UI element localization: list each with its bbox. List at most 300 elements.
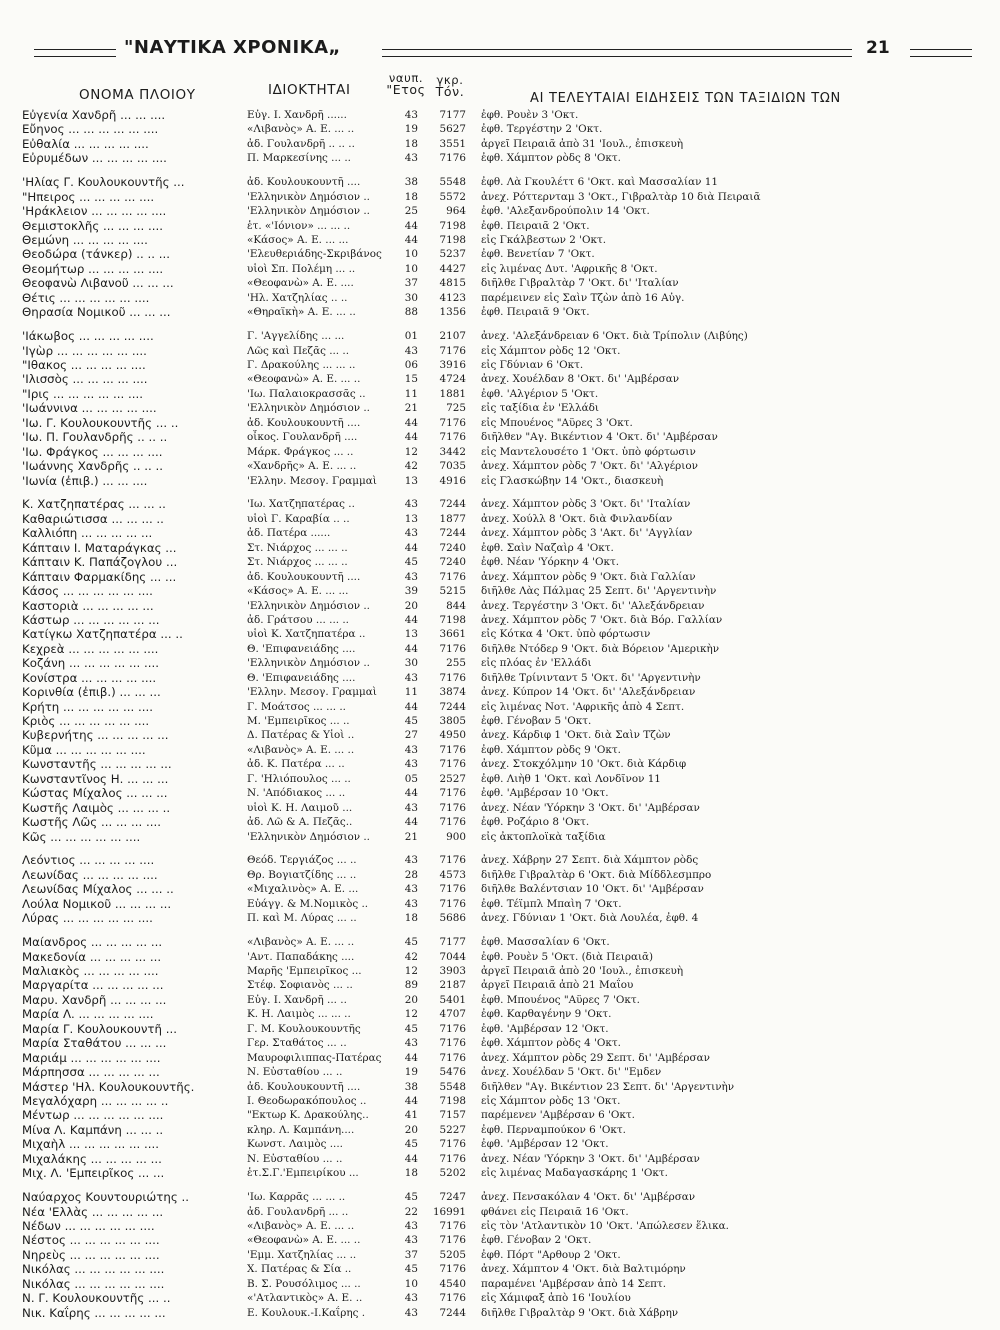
- ship-name-cell: Μεγαλόχαρη ... ... ... ... ..: [22, 1093, 169, 1108]
- grt-cell: 7176: [439, 570, 466, 583]
- table-row: [22, 175, 972, 189]
- ship-name-cell: 'Ιωάννινα ... ... ... ... ....: [22, 401, 157, 416]
- news-cell: εἰς Κότκα 4 'Οκτ. ὑπὸ φόρτωσιν: [481, 628, 651, 641]
- table-row: [22, 830, 972, 844]
- owner-cell: Στέφ. Σοφιανὸς ... ..: [247, 979, 353, 992]
- grt-cell: 7177: [439, 109, 466, 121]
- ship-name-cell: Μαργαρίτα ... ... ... ... ...: [22, 978, 164, 993]
- news-cell: ἐφθ. Χάμπτον ρὸδς 9 'Οκτ.: [481, 743, 621, 756]
- grt-cell: 7176: [439, 1263, 466, 1276]
- news-cell: διῆλθε Ντόδερ 9 'Οκτ. διὰ Βόρειον 'Αμερικὴν: [481, 642, 720, 655]
- news-cell: εἰς Χάμιφαξ ἀπὸ 16 'Ιουλίου: [481, 1292, 631, 1305]
- news-cell: παρέμενεν 'Αμβέρσαν 6 'Οκτ.: [481, 1109, 635, 1122]
- year-cell: 43: [404, 854, 418, 867]
- owner-cell: ἀδ. Κουλουκουντῆ ....: [247, 570, 361, 583]
- news-cell: ἀνεχ. Τεργέστην 3 'Οκτ. δι' 'Αλεξάνδρειαν: [481, 599, 705, 612]
- grt-cell: 4916: [439, 474, 466, 487]
- year-cell: 43: [404, 109, 418, 121]
- owner-cell: Π. Μαρκεσίνης ... ..: [247, 152, 351, 165]
- ship-name-cell: Θηρασία Νομικοῦ ... ... ...: [22, 305, 171, 320]
- table-row: [22, 584, 972, 598]
- ship-name-cell: Εὐθαλία ... ... ... ... ....: [22, 136, 149, 151]
- news-cell: διῆλθε Τρίνινταντ 5 'Οκτ. δι' 'Αργεντινὴν: [481, 671, 701, 684]
- owner-cell: Μ. 'Εμπειρῖκος ... ..: [247, 715, 350, 727]
- news-cell: ἐφθ. 'Αλεξανδρούπολιν 14 'Οκτ.: [481, 205, 650, 218]
- year-cell: 44: [404, 234, 418, 246]
- owner-cell: Π. καὶ Μ. Λύρας ... ..: [247, 912, 357, 925]
- year-cell: 10: [404, 248, 418, 261]
- grt-cell: 7176: [439, 416, 466, 429]
- owner-cell: 'Ιω. Καρρᾶς ... ... ..: [247, 1191, 346, 1204]
- year-cell: 25: [404, 205, 418, 218]
- ship-name-cell: Κωνσταντῆς ... ... ... ... ...: [22, 757, 172, 772]
- grt-cell: 7198: [439, 1094, 466, 1107]
- table-row: [22, 459, 972, 473]
- year-cell: 43: [404, 1219, 418, 1232]
- ship-name-cell: Μέντωρ ... ... ... ... ... ....: [22, 1108, 164, 1123]
- year-cell: 43: [404, 801, 418, 814]
- table-row: [22, 786, 972, 800]
- news-cell: ἐφθ. Πειραιᾶ 2 'Οκτ.: [481, 219, 590, 232]
- owner-cell: «Λιβανὸς» Α. Ε. ... ..: [247, 743, 355, 756]
- table-row: [22, 570, 972, 584]
- table-row: [22, 897, 972, 911]
- news-cell: εἰς Γδύνιαν 6 'Οκτ.: [481, 359, 584, 371]
- ship-name-cell: Κάσος ... ... ... ... ... ....: [22, 584, 153, 599]
- news-cell: διῆλθε Γιβραλτὰρ 7 'Οκτ. δι' 'Ιταλίαν: [481, 277, 679, 290]
- ship-group: [22, 935, 972, 1180]
- grt-cell: 5227: [439, 1123, 466, 1136]
- grt-cell: 7176: [439, 883, 466, 896]
- year-cell: 44: [404, 416, 418, 429]
- table-row: [22, 1123, 972, 1137]
- grt-cell: 7198: [439, 234, 466, 246]
- ship-group: [22, 497, 972, 844]
- news-cell: ἀργεῖ Πειραιᾶ ἀπὸ 31 'Ιουλ., ἐπισκευὴ: [481, 137, 684, 150]
- grt-cell: 7176: [439, 152, 466, 165]
- table-row: [22, 190, 972, 204]
- grt-cell: 7247: [439, 1191, 466, 1204]
- year-cell: 44: [404, 816, 418, 829]
- column-header-grt-line2: Τόν.: [435, 84, 465, 99]
- year-cell: 43: [404, 1037, 418, 1050]
- ship-name-cell: 'Ιωάννης Χανδρῆς .. .. ..: [22, 459, 164, 474]
- owner-cell: Στ. Νιάρχος ... ... ..: [247, 541, 348, 554]
- table-row: [22, 137, 972, 151]
- owner-cell: ἀδ. Γουλανδρῆ .. .. ..: [247, 137, 355, 150]
- grt-cell: 7176: [439, 897, 466, 910]
- table-row: [22, 911, 972, 925]
- year-cell: 41: [404, 1109, 418, 1122]
- year-cell: 10: [404, 262, 418, 275]
- ship-name-cell: Κάπταιν Κ. Παπάζογλου ...: [22, 555, 178, 570]
- grt-cell: 7176: [439, 671, 466, 684]
- year-cell: 45: [404, 1263, 418, 1276]
- year-cell: 43: [404, 344, 418, 357]
- news-cell: παρέμεινεν εἰς Σαὶν Τζὼν ἀπὸ 16 Αὐγ.: [481, 291, 685, 304]
- table-row: [22, 344, 972, 358]
- grt-cell: 7177: [439, 936, 466, 949]
- owner-cell: 'Αντ. Παπαδάκης ....: [247, 950, 355, 963]
- ship-name-cell: Μιχ. Λ. 'Εμπειρῖκος ... ...: [22, 1166, 165, 1181]
- year-cell: 10: [404, 1277, 418, 1290]
- year-cell: 43: [404, 671, 418, 684]
- ship-name-cell: Κριὸς ... ... ... ... ... ....: [22, 714, 150, 728]
- ship-name-cell: Θεμώνη ... ... ... ... ....: [22, 233, 148, 247]
- ship-name-cell: Εὔηνος ... ... ... ... ... ....: [22, 122, 159, 137]
- table-row: [22, 1219, 972, 1233]
- ship-name-cell: 'Ιω. Π. Γουλανδρῆς .. .. ..: [22, 430, 168, 445]
- grt-cell: 7244: [439, 527, 466, 540]
- owner-cell: Στ. Νιάρχος ... ... ..: [247, 556, 348, 569]
- table-row: [22, 700, 972, 714]
- grt-cell: 2527: [439, 772, 466, 785]
- year-cell: 22: [404, 1205, 418, 1218]
- owner-cell: Κ. Η. Λαιμὸς ... ... ..: [247, 1008, 351, 1021]
- owner-cell: υἱοὶ Σπ. Πολέμη ... ..: [247, 262, 356, 275]
- table-row: [22, 1036, 972, 1050]
- owner-cell: Μαυροφιλιππας-Πατέρας: [247, 1051, 382, 1064]
- table-row: [22, 108, 972, 122]
- table-row: [22, 1094, 972, 1108]
- table-row: [22, 1262, 972, 1276]
- owner-cell: Γ. 'Ηλιόπουλος ... ..: [247, 772, 351, 785]
- ship-name-cell: Κοζάνη ... ... ... ... ... ....: [22, 656, 159, 671]
- owner-cell: Εὐάγγ. & Μ.Νομικὸς ..: [247, 897, 369, 910]
- owner-cell: υἱοὶ Κ. Χατζηπατέρα ..: [247, 628, 366, 641]
- ship-name-cell: 'Ιλισσὸς ... ... ... ... ....: [22, 372, 148, 387]
- table-row: [22, 430, 972, 444]
- ship-name-cell: Θεοδώρα (τάνκερ) .. .. ...: [22, 247, 170, 262]
- ship-name-cell: Νικόλας ... ... ... ... ... ....: [22, 1262, 165, 1277]
- owner-cell: «'Ατλαντικὸς» Α. Ε. ..: [247, 1292, 363, 1305]
- owner-cell: Γερ. Σταθάτος ... ..: [247, 1037, 347, 1050]
- news-cell: διῆλθε Λὰς Πάλμας 25 Σεπτ. δι' 'Αργεντινὴν: [481, 585, 717, 598]
- table-row: [22, 358, 972, 372]
- grt-cell: 5476: [439, 1066, 466, 1079]
- year-cell: 18: [404, 912, 418, 925]
- year-cell: 43: [404, 1292, 418, 1305]
- grt-cell: 7176: [439, 816, 466, 829]
- owner-cell: Γ. Δρακούλης ... ... ..: [247, 359, 356, 371]
- year-cell: 13: [404, 628, 418, 641]
- owner-cell: Β. Σ. Ρουσόλιμος ... ..: [247, 1277, 361, 1290]
- news-cell: ἐφθ. Περναμπούκον 6 'Οκτ.: [481, 1123, 626, 1136]
- owner-cell: «Λιβανὸς» Α. Ε. ... ..: [247, 936, 355, 949]
- ship-name-cell: 'Ιγὼρ ... ... ... ... ... ....: [22, 343, 147, 358]
- table-row: [22, 526, 972, 540]
- year-cell: 45: [404, 936, 418, 949]
- table-row: [22, 599, 972, 613]
- owner-cell: «Θηραϊκὴ» Α. Ε. ... ..: [247, 306, 356, 319]
- ship-name-cell: "Ιθακος ... ... ... ... ....: [22, 358, 146, 372]
- year-cell: 45: [404, 1191, 418, 1204]
- owner-cell: Θ. 'Επιφανειάδης ....: [247, 642, 356, 655]
- grt-cell: 7044: [439, 950, 466, 963]
- ship-name-cell: Νέα 'Ελλὰς ... ... ... ... ...: [22, 1204, 164, 1219]
- table-row: [22, 233, 972, 247]
- year-cell: 21: [404, 830, 418, 843]
- table-row: [22, 151, 972, 165]
- news-cell: διῆλθεν "Αγ. Βικέντιον 23 Σεπτ. δι' 'Αργεντινὴν: [481, 1080, 735, 1093]
- table-row: [22, 1108, 972, 1122]
- ship-name-cell: 'Ηράκλειον ... ... ... ... ....: [22, 204, 167, 219]
- ship-name-cell: Μάστερ 'Ηλ. Κουλουκουντῆς.: [22, 1079, 195, 1094]
- news-cell: ἐφθ. Χάμπτον ρὸδς 8 'Οκτ.: [481, 152, 621, 165]
- news-cell: ἐφθ. Μπουένος "Αϋρες 7 'Οκτ.: [481, 993, 640, 1006]
- table-row: [22, 1248, 972, 1262]
- table-row: [22, 950, 972, 964]
- year-cell: 13: [404, 512, 418, 525]
- grt-cell: 7244: [439, 1306, 466, 1319]
- news-cell: ἀνεχ. Χάβρην 27 Σεπτ. διὰ Χάμπτον ρὸδς: [481, 854, 699, 867]
- owner-cell: «Θεοφανὼ» Α. Ε. ... ..: [247, 373, 361, 386]
- table-row: [22, 1065, 972, 1079]
- grt-cell: 7176: [439, 344, 466, 357]
- ship-name-cell: Μαρυ. Χανδρῆ ... ... ... ...: [22, 992, 167, 1007]
- table-row: [22, 1205, 972, 1219]
- year-cell: 37: [404, 1248, 418, 1261]
- news-cell: ἐφθ. 'Αμβέρσαν 10 'Οκτ.: [481, 787, 609, 800]
- grt-cell: 4950: [439, 729, 466, 742]
- owner-cell: Θρ. Βογιατζίδης ... ..: [247, 868, 357, 881]
- year-cell: 19: [404, 123, 418, 136]
- grt-cell: 7244: [439, 700, 466, 713]
- owner-cell: Εὐγ. Ι. Χανδρῆ ......: [247, 109, 347, 121]
- ship-group: [22, 1190, 972, 1320]
- magazine-title: "ΝΑΥΤΙΚΑ ΧΡΟΝΙΚΑ„: [124, 37, 341, 58]
- year-cell: 44: [404, 642, 418, 655]
- table-row: [22, 262, 972, 276]
- grt-cell: 844: [446, 599, 466, 612]
- ship-name-cell: Νικόλας ... ... ... ... ... ....: [22, 1276, 165, 1291]
- table-row: [22, 1152, 972, 1166]
- owner-cell: Ν. 'Απόδιακος ... ..: [247, 787, 346, 800]
- owner-cell: ἀδ. Κουλουκουντῆ ....: [247, 1080, 361, 1093]
- table-row: [22, 656, 972, 670]
- year-cell: 43: [404, 883, 418, 896]
- news-cell: ἀνεχ. Χούλλ 8 'Οκτ. διὰ Φινλανδίαν: [481, 512, 673, 525]
- news-cell: ἀργεῖ Πειραιᾶ ἀπὸ 21 Μαΐου: [481, 979, 634, 992]
- news-cell: ἐφθ. 'Αλγέριον 5 'Οκτ.: [481, 387, 599, 400]
- year-cell: 11: [404, 686, 418, 699]
- table-row: [22, 685, 972, 699]
- news-cell: ἐφθ. Μασσαλίαν 6 'Οκτ.: [481, 936, 610, 949]
- year-cell: 20: [404, 599, 418, 612]
- year-cell: 05: [404, 772, 418, 785]
- ship-name-cell: Εὐγενία Χανδρῆ ... ... ....: [22, 108, 166, 122]
- grt-cell: 7176: [439, 1022, 466, 1035]
- ship-name-cell: Μαλιακὸς ... ... ... ... ....: [22, 964, 159, 978]
- grt-cell: 3551: [439, 137, 466, 150]
- news-cell: ἀνεχ. Νέαν 'Υόρκην 3 'Οκτ. δι' 'Αμβέρσαν: [481, 801, 700, 814]
- news-cell: ἀνεχ. Στοκχόλμην 10 'Οκτ. διὰ Κάρδιφ: [481, 758, 687, 771]
- news-cell: φθάνει εἰς Πειραιᾶ 16 'Οκτ.: [481, 1205, 629, 1218]
- year-cell: 43: [404, 743, 418, 756]
- news-cell: ἀνεχ. Πενσακόλαν 4 'Οκτ. δι' 'Αμβέρσαν: [481, 1191, 696, 1204]
- year-cell: 89: [404, 979, 418, 992]
- year-cell: 28: [404, 868, 418, 881]
- grt-cell: 7176: [439, 1051, 466, 1064]
- grt-cell: 7176: [439, 1037, 466, 1050]
- header-rule-middle: [382, 49, 852, 57]
- ship-name-cell: 'Ηλίας Γ. Κουλουκουντῆς ...: [22, 175, 185, 190]
- owner-cell: Μαρῆς 'Εμπειρῖκος ...: [247, 965, 362, 977]
- owner-cell: Ι. Θεοδωρακόπουλος ..: [247, 1094, 367, 1107]
- ship-name-cell: Μίνα Λ. Καμπάνη ... ... ..: [22, 1122, 164, 1137]
- owner-cell: υἱοὶ Κ. Η. Λαιμοῦ ...: [247, 801, 353, 814]
- grt-cell: 7198: [439, 219, 466, 232]
- owner-cell: κληρ. Λ. Καμπάνη....: [247, 1123, 355, 1136]
- ship-name-cell: Λούλα Νομικοῦ ... ... ... ...: [22, 896, 172, 911]
- news-cell: ἐφθ. Βενετίαν 7 'Οκτ.: [481, 248, 595, 261]
- table-row: [22, 642, 972, 656]
- year-cell: 18: [404, 1167, 418, 1180]
- news-cell: ἐφθ. 'Αμβέρσαν 12 'Οκτ.: [481, 1022, 609, 1035]
- owner-cell: ἀδ. Γουλανδρῆ ... ..: [247, 1205, 349, 1218]
- table-row: [22, 387, 972, 401]
- table-row: [22, 853, 972, 867]
- news-cell: διῆλθεν "Αγ. Βικέντιον 4 'Οκτ. δι' 'Αμβέρσαν: [481, 431, 718, 444]
- news-cell: ἐφθ. Ρουὲν 5 'Οκτ. (διὰ Πειραιᾶ): [481, 950, 654, 963]
- ship-name-cell: Μαριάμ ... ... ... ... ... ....: [22, 1050, 161, 1065]
- table-row: [22, 671, 972, 685]
- owner-cell: «Κάσος» Α. Ε. ... ...: [247, 585, 349, 598]
- news-cell: ἐφθ. Γένοβαν 5 'Οκτ.: [481, 715, 592, 727]
- owner-cell: οἶκος. Γουλανδρῆ ....: [247, 431, 358, 444]
- year-cell: 43: [404, 570, 418, 583]
- grt-cell: 5401: [439, 993, 466, 1006]
- ship-name-cell: Κῦμα ... ... ... ... ... ....: [22, 742, 146, 757]
- column-header-grt-line1: γκρ.: [436, 73, 464, 87]
- year-cell: 44: [404, 431, 418, 444]
- year-cell: 45: [404, 1022, 418, 1035]
- year-cell: 44: [404, 700, 418, 713]
- ship-name-cell: Νηρεὺς ... ... ... ... ... ....: [22, 1247, 160, 1262]
- grt-cell: 7176: [439, 1152, 466, 1165]
- table-row: [22, 122, 972, 136]
- year-cell: 12: [404, 1008, 418, 1021]
- grt-cell: 5686: [439, 912, 466, 925]
- news-cell: ἐφθ. Πόρτ "Αρθουρ 2 'Οκτ.: [481, 1248, 621, 1261]
- owner-cell: 'Ελληνικὸν Δημόσιον ..: [247, 657, 370, 670]
- owner-cell: Γ. 'Αγγελίδης ... ...: [247, 330, 345, 343]
- owner-cell: "Εκτωρ Κ. Δρακούλης..: [247, 1109, 369, 1122]
- table-row: [22, 1007, 972, 1021]
- table-row: [22, 772, 972, 786]
- grt-cell: 7176: [439, 801, 466, 814]
- news-cell: ἐφθ. Λὰ Γκουλέττ 6 'Οκτ. καὶ Μασσαλίαν 11: [481, 176, 718, 189]
- news-cell: ἀνεχ. Κύπρον 14 'Οκτ. δι' 'Αλεξάνδρειαν: [481, 686, 696, 699]
- ship-name-cell: Μιχαλάκης ... ... ... ... ...: [22, 1151, 162, 1166]
- grt-cell: 7176: [439, 1234, 466, 1247]
- column-header-year-line1: ναυπ.: [388, 71, 424, 85]
- grt-cell: 1881: [439, 387, 466, 400]
- grt-cell: 1356: [439, 306, 466, 319]
- news-cell: εἰς Γλασκώβην 14 'Οκτ., διασκευὴ: [481, 474, 664, 487]
- ship-name-cell: Λεωνίδας Μίχαλος ... ... ..: [22, 882, 174, 897]
- table-row: [22, 1277, 972, 1291]
- table-row: [22, 247, 972, 261]
- ship-name-cell: Εὐρυμέδων ... ... ... ... ....: [22, 151, 167, 166]
- column-header-year-line2: "Ετος: [386, 82, 426, 97]
- year-cell: 12: [404, 965, 418, 977]
- table-row: [22, 882, 972, 896]
- grt-cell: 4123: [439, 291, 466, 304]
- grt-cell: 7244: [439, 498, 466, 511]
- year-cell: 44: [404, 1152, 418, 1165]
- owner-cell: ἀδ. Κουλουκουντῆ ....: [247, 176, 361, 189]
- grt-cell: 964: [446, 205, 466, 218]
- grt-cell: 4427: [439, 262, 466, 275]
- table-row: [22, 416, 972, 430]
- year-cell: 20: [404, 993, 418, 1006]
- news-cell: ἀργεῖ Πειραιᾶ ἀπὸ 20 'Ιουλ., ἐπισκευὴ: [481, 965, 684, 977]
- table-row: [22, 627, 972, 641]
- year-cell: 15: [404, 373, 418, 386]
- news-cell: ἀνεχ. Χάμπτον ρὸδς 9 'Οκτ. διὰ Γαλλίαν: [481, 570, 696, 583]
- grt-cell: 7035: [439, 460, 466, 473]
- table-row: [22, 329, 972, 343]
- news-cell: ἀνεχ. 'Αλεξάνδρειαν 6 'Οκτ. διὰ Τρίπολιν (Λιβύης): [481, 330, 748, 343]
- news-cell: ἐφθ. Χάμπτον ρὸδς 4 'Οκτ.: [481, 1037, 621, 1050]
- news-cell: ἀνεχ. Χάμπτον ρὸδς 3 'Οκτ. δι' 'Ιταλίαν: [481, 498, 691, 511]
- grt-cell: 3903: [439, 965, 466, 977]
- table-row: [22, 474, 972, 488]
- news-cell: εἰς Χάμπτον ρὸδς 12 'Οκτ.: [481, 344, 621, 357]
- ship-name-cell: Κατίγκω Χατζηπατέρα ... ..: [22, 627, 183, 642]
- owner-cell: 'Ελευθεριάδης-Σκριβάνος: [247, 248, 382, 261]
- news-cell: εἰς πλόας ἐν 'Ελλάδι: [481, 657, 592, 670]
- ship-name-cell: Μαρία Σταθάτου ... ... ...: [22, 1036, 167, 1051]
- owner-cell: «Χανδρῆς» Α. Ε. ... ..: [247, 460, 357, 473]
- grt-cell: 4540: [439, 1277, 466, 1290]
- column-header-ship-name: ΟΝΟΜΑ ΠΛΟΙΟΥ: [79, 87, 196, 103]
- year-cell: 01: [404, 330, 418, 343]
- ship-name-cell: Κρήτη ... ... ... ... ... ....: [22, 699, 154, 714]
- owner-cell: ἀδ. Γράτσου ... ... ..: [247, 613, 349, 626]
- ship-group: [22, 175, 972, 319]
- news-cell: παραμένει 'Αμβέρσαν ἀπὸ 14 Σεπτ.: [481, 1277, 667, 1290]
- grt-cell: 7176: [439, 854, 466, 867]
- grt-cell: 3661: [439, 628, 466, 641]
- owner-cell: 'Ελληνικὸν Δημόσιον ..: [247, 599, 370, 612]
- year-cell: 45: [404, 1138, 418, 1151]
- table-row: [22, 276, 972, 290]
- ship-name-cell: Μαρία Λ. ... ... ... ... ....: [22, 1007, 154, 1022]
- news-cell: ἀνεχ. Χάμπτον 4 'Οκτ. διὰ Βαλτιμόρην: [481, 1263, 686, 1276]
- grt-cell: 3442: [439, 445, 466, 458]
- grt-cell: 7176: [439, 1292, 466, 1305]
- ship-name-cell: Κωστῆς Λῶς ... ... ... ....: [22, 815, 161, 830]
- owner-cell: 'Ελλην. Μεσογ. Γραμμαὶ: [247, 474, 377, 487]
- grt-cell: 3805: [439, 715, 466, 727]
- year-cell: 44: [404, 1094, 418, 1107]
- year-cell: 39: [404, 585, 418, 598]
- year-cell: 43: [404, 152, 418, 165]
- ship-name-cell: Μακεδονία ... ... ... ... ...: [22, 949, 162, 964]
- owner-cell: ἀδ. Λῶ & Α. Πεζᾶς..: [247, 816, 353, 829]
- news-cell: εἰς λιμένας Νοτ. 'Αφρικῆς ἀπὸ 4 Σεπτ.: [481, 700, 685, 713]
- ship-name-cell: Ναύαρχος Κουντουριώτης ..: [22, 1190, 190, 1205]
- grt-cell: 4707: [439, 1008, 466, 1021]
- table-row: [22, 964, 972, 978]
- owner-cell: ἑτ.Σ.Γ.'Εμπειρίκου ...: [247, 1167, 359, 1180]
- year-cell: 30: [404, 291, 418, 304]
- news-cell: διῆλθε Γιβραλτὰρ 6 'Οκτ. διὰ Μίδδλεσμπρο: [481, 868, 712, 881]
- ship-name-cell: 'Ιωνία (ἐπιβ.) ... ... ....: [22, 473, 148, 488]
- ship-name-cell: 'Ιω. Φράγκος ... ... ... ....: [22, 444, 163, 459]
